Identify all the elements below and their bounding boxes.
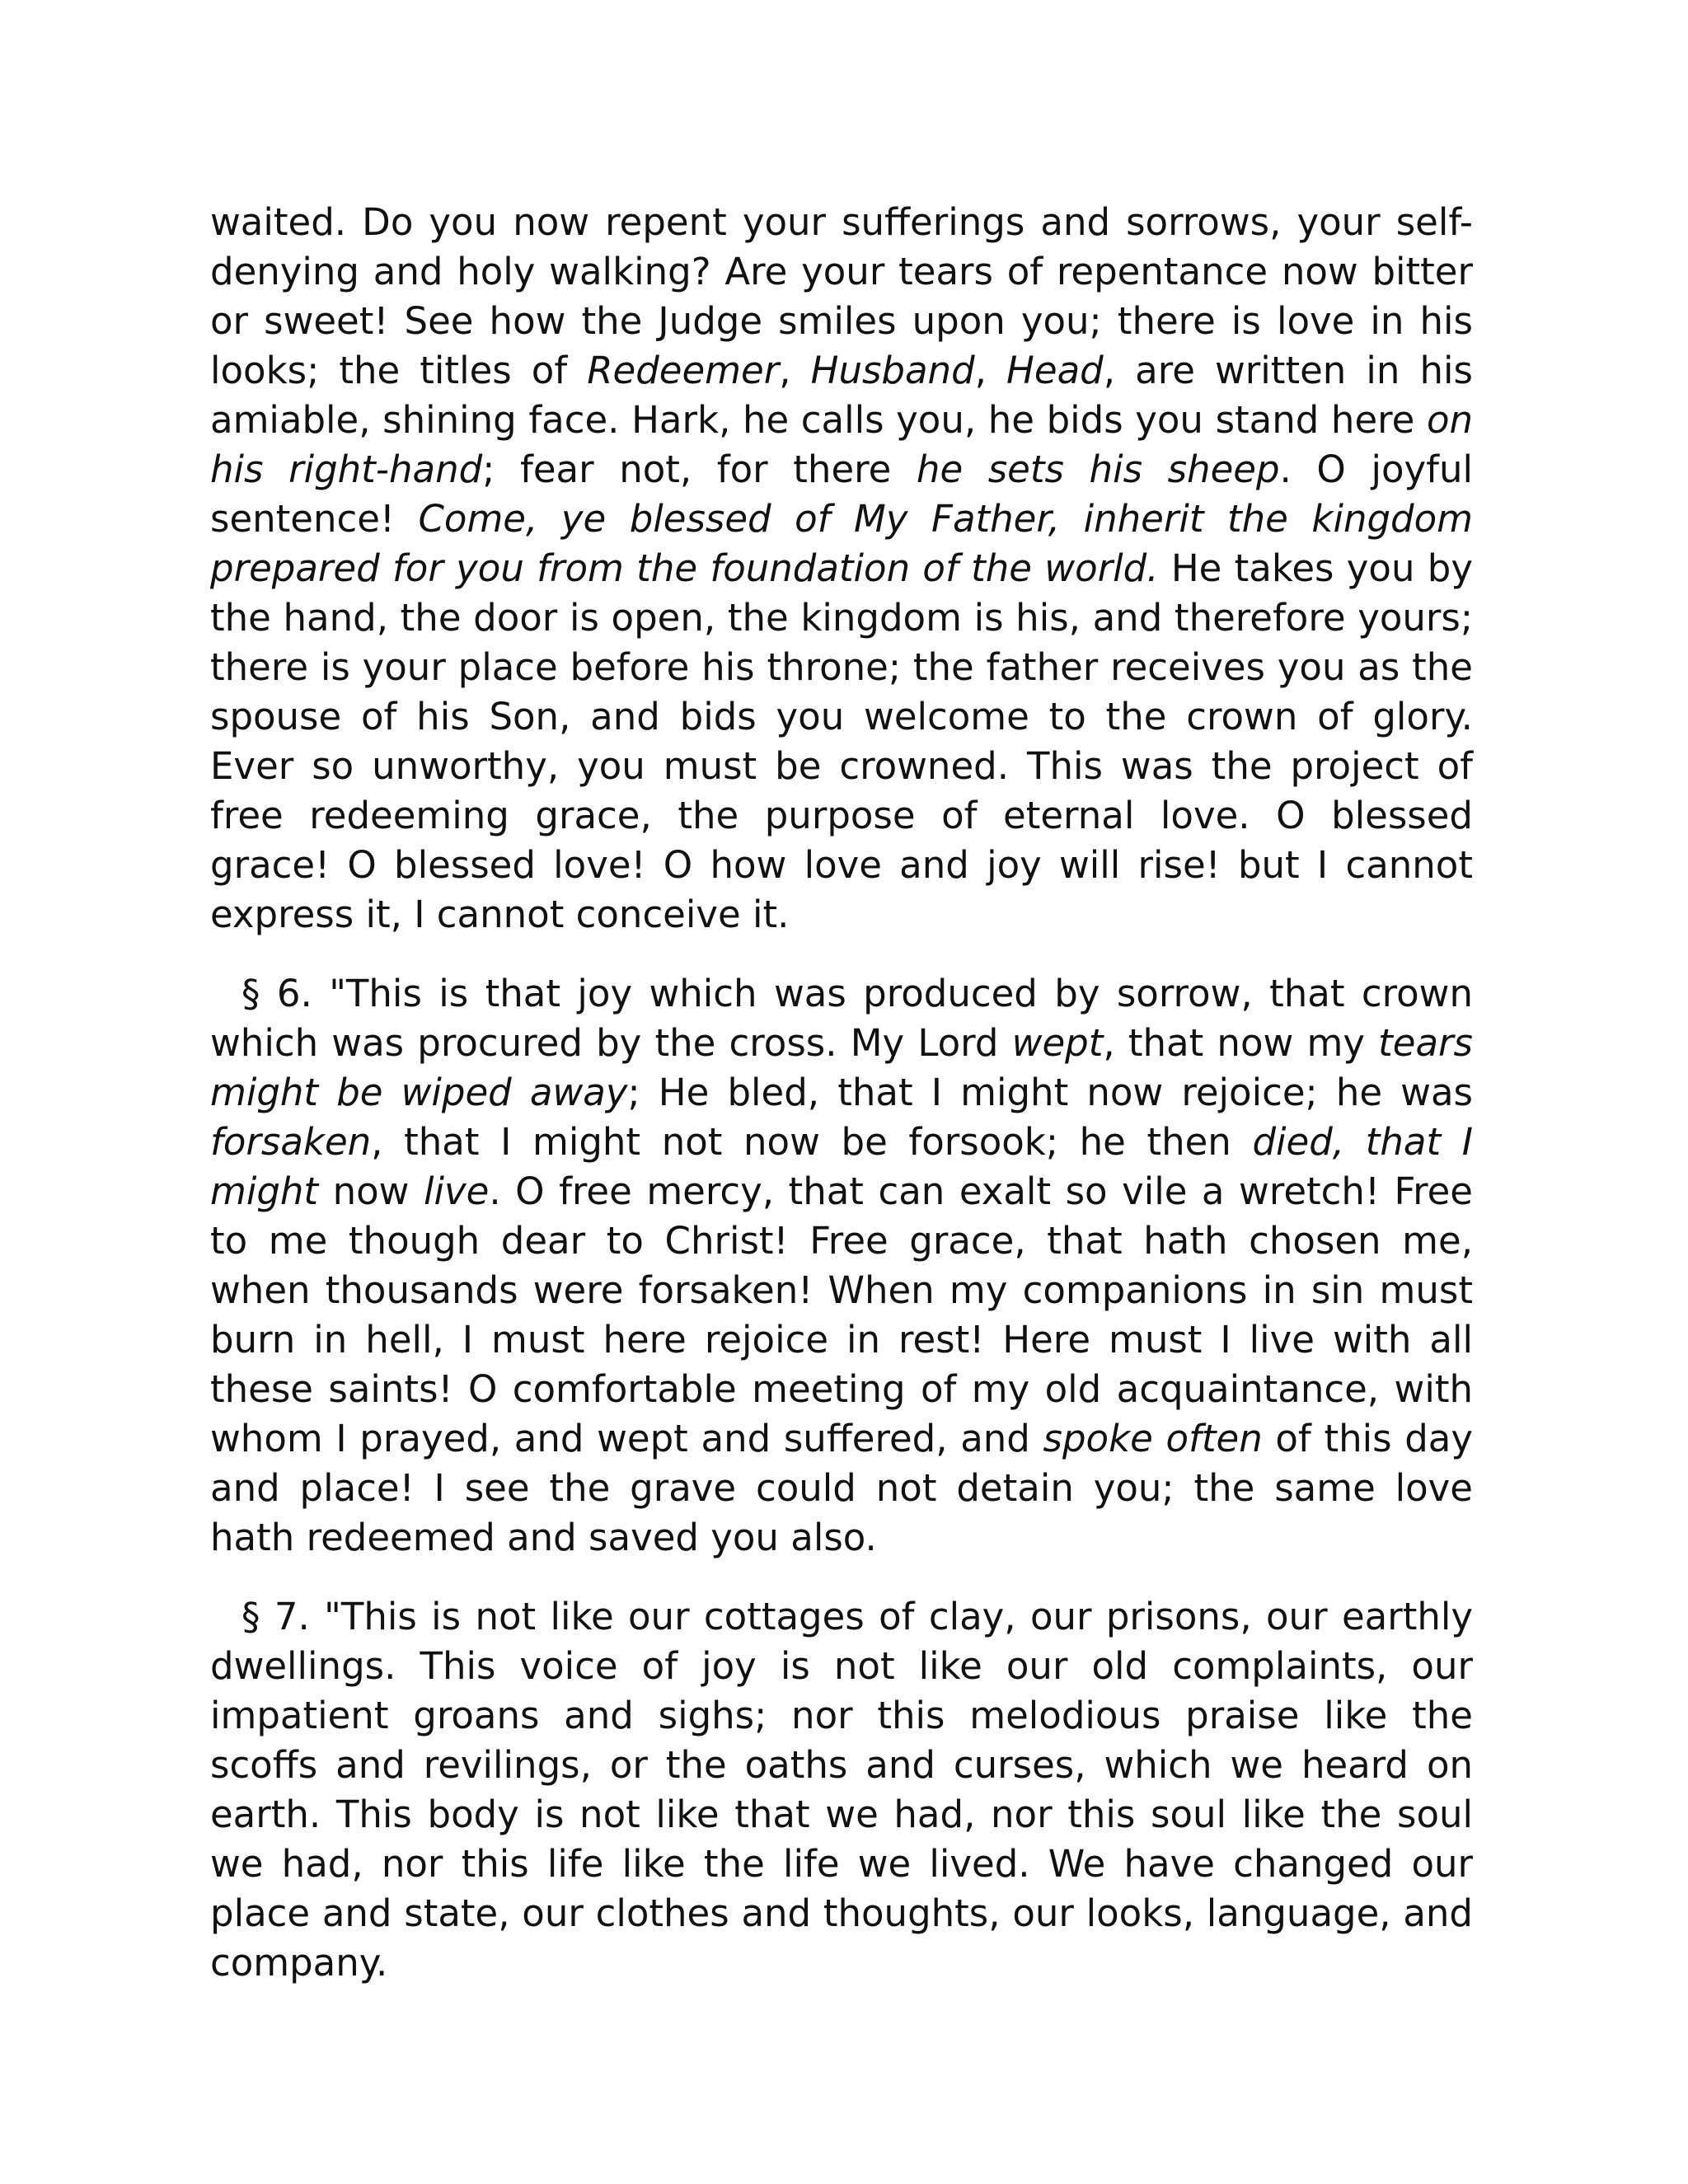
text-run: . O free mercy, that can exalt so vile a wretch! Free to me though dear to Christ! Free grace, that hath chosen me, when thousands were forsaken! When my companions in sin must burn in hell, I must here rejoice in rest! Here must I live with all these saints! O comfortable meeting of my old acquaintance, with whom I prayed, and wept and suffered, and: [210, 1169, 1473, 1460]
text-run: § 6. "This is that joy which was produced by sorrow, that crown which was procured by the cross. My Lord: [210, 972, 1473, 1065]
text-run: ; He bled, that I might now rejoice; he was: [627, 1071, 1474, 1114]
text-run: waited. Do you now repent your sufferings and sorrows, your self-denying and holy walking? Are your tears of repentance now bitter or sweet! See how the Judge smiles upon you; there is love in his looks; the titles of: [210, 200, 1473, 392]
italic-run: spoke often: [1043, 1417, 1263, 1460]
paragraph-1: [210, 198, 1473, 940]
italic-run: forsaken: [210, 1120, 372, 1164]
paragraph-section-7: [210, 1592, 1473, 1988]
text-run: of this day and place! I see the grave could not detain you; the same love hath redeemed and saved you also.: [210, 1417, 1473, 1559]
text-run: § 7. "This is not like our cottages of clay, our prisons, our earthly dwellings. This voice of joy is not like our old complaints, our impatient groans and sighs; nor this melodious praise like the scoffs and revilings, or the oaths and curses, which we heard on earth. This body is not like that we had, nor this soul like the soul we had, nor this life like the life we lived. We have changed our place and state, our clothes and thoughts, our looks, language, and company.: [210, 1595, 1473, 1985]
text-run: , are written in his amiable, shining face. Hark, he calls you, he bids you stand here: [210, 349, 1473, 442]
text-run: ,: [974, 349, 1007, 392]
text-run: ,: [779, 349, 811, 392]
italic-run: he sets his sheep: [916, 448, 1280, 491]
text-run: He takes you by the hand, the door is open, the kingdom is his, and therefore yours; there is your place before his throne; the father receives you as the spouse of his Son, and bids you welcome to the crown of glory. Ever so unworthy, you must be crowned. This was the project of free redeeming grace, the purpose of eternal love. O blessed grace! O blessed love! O how love and joy will rise! but I cannot express it, I cannot conceive it.: [210, 546, 1473, 936]
text-run: ; fear not, for there: [482, 448, 917, 491]
italic-run: died, that I might: [210, 1120, 1473, 1213]
italic-run: Head: [1006, 349, 1104, 392]
italic-run: Redeemer: [587, 349, 780, 392]
italic-run: Husband: [810, 349, 975, 392]
text-run: , that now my: [1103, 1021, 1379, 1065]
text-run: , that I might not now be forsook; he then: [371, 1120, 1253, 1164]
text-run: now: [318, 1169, 424, 1213]
italic-run: on his right-hand: [210, 398, 1473, 491]
italic-run: wept: [1011, 1021, 1104, 1065]
text-run: . O joyful sentence!: [210, 448, 1473, 541]
italic-run: Come, ye blessed of My Father, inherit the kingdom prepared for you from the foundation of the world.: [210, 497, 1473, 590]
italic-run: tears might be wiped away: [210, 1021, 1473, 1114]
document-page: [210, 198, 1473, 1988]
italic-run: live: [423, 1169, 490, 1213]
paragraph-section-6: [210, 969, 1473, 1563]
